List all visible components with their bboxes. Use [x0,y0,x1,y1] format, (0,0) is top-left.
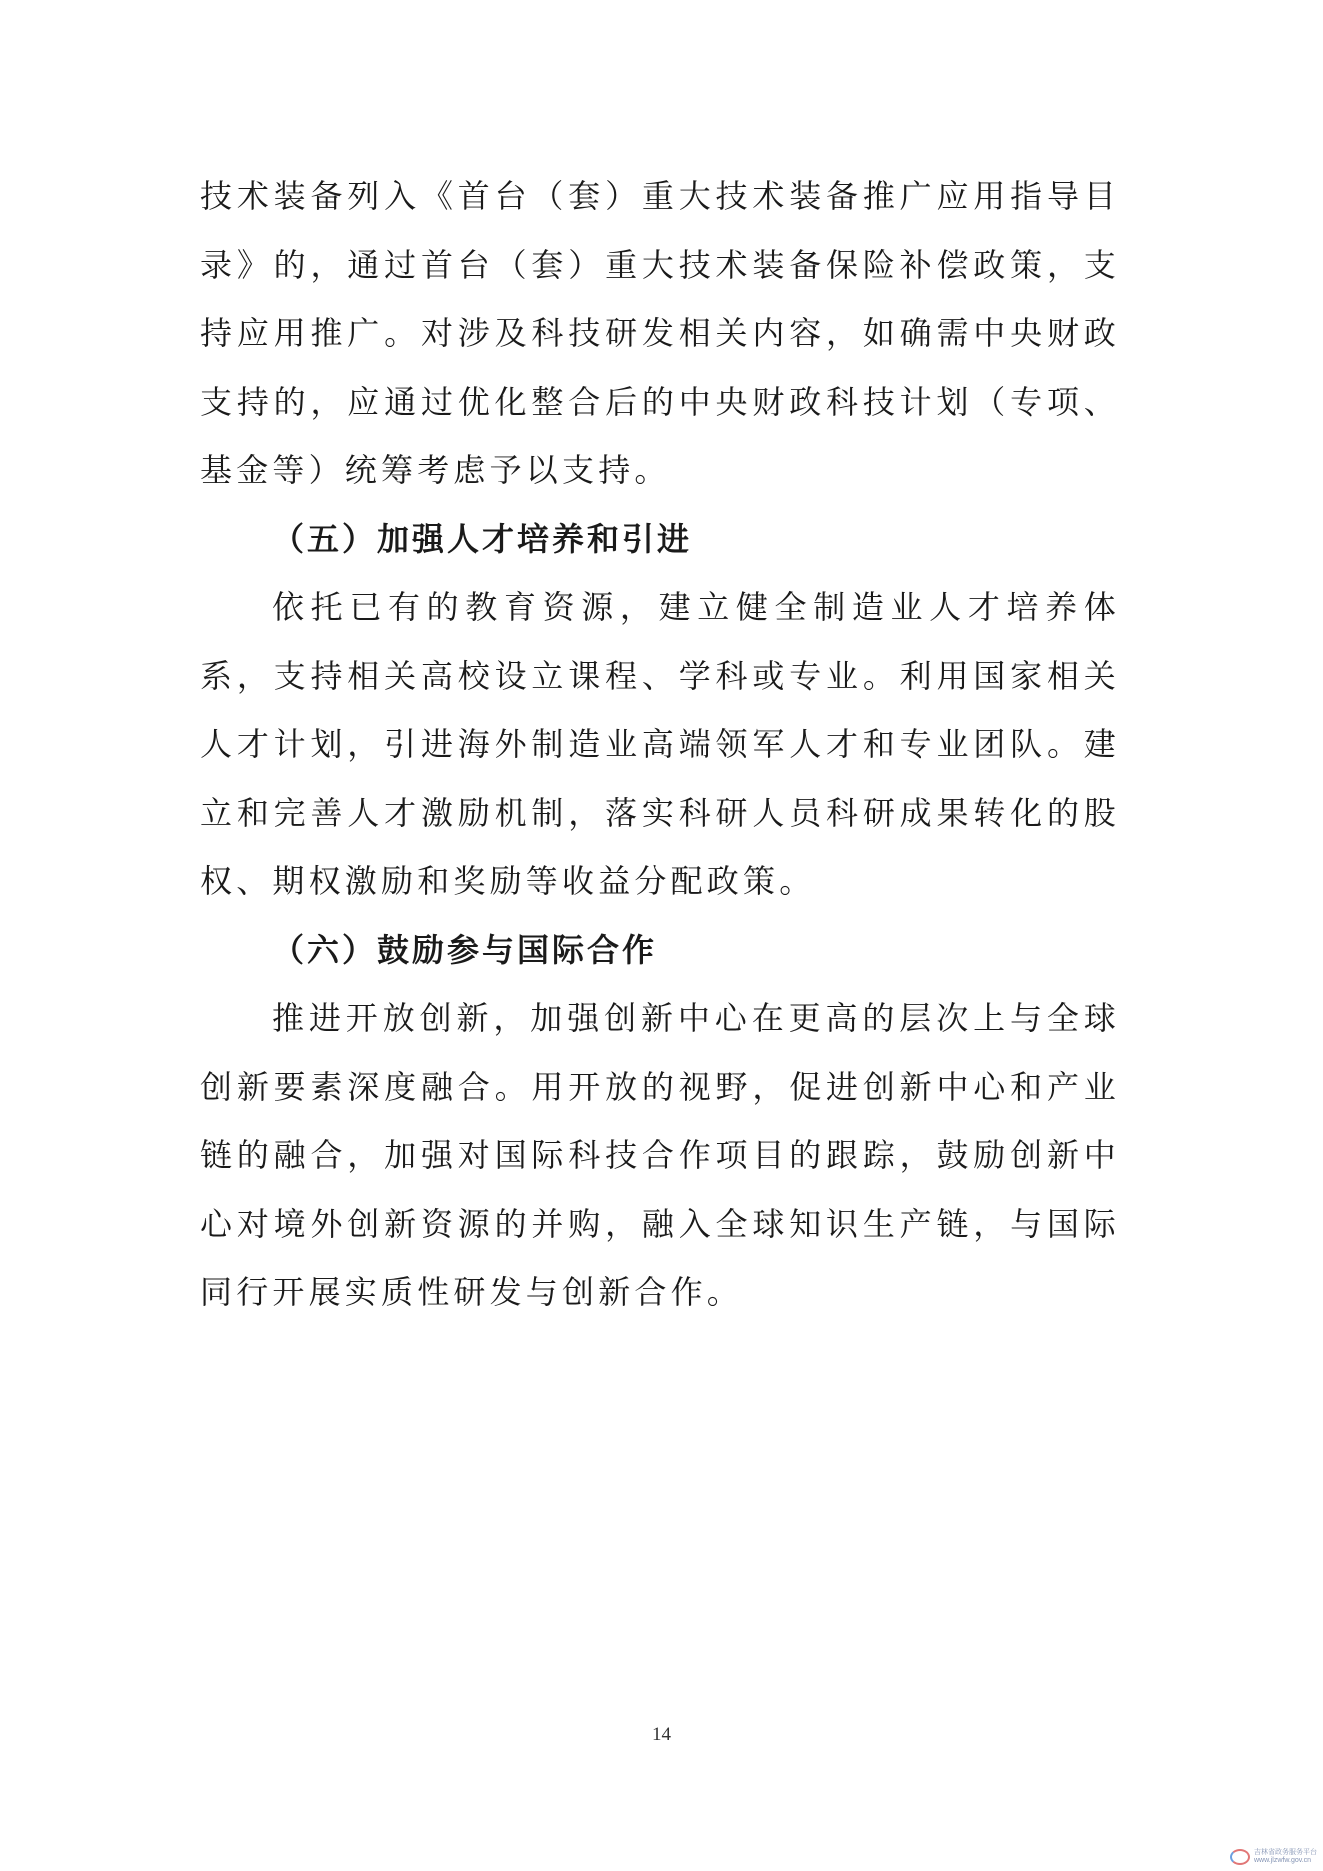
section-heading-talent: （五）加强人才培养和引进 [272,519,693,558]
document-body [200,162,1120,1327]
watermark-text [1254,1849,1317,1865]
watermark-logo-icon [1230,1849,1250,1865]
paragraph-talent: 依托已有的教育资源，建立健全制造业人才培养体系，支持相关高校设立课程、学科或专业。利用国家相关人才计划，引进海外制造业高端领军人才和专业团队。建立和完善人才激励机制，落实科研人员科研成果转化的股权、期权激励和奖励等收益分配政策。 [200,588,1120,900]
paragraph-continuation: 技术装备列入《首台（套）重大技术装备推广应用指导目录》的，通过首台（套）重大技术装备保险补偿政策，支持应用推广。对涉及科技研发相关内容，如确需中央财政支持的，应通过优化整合后的中央财政科技计划（专项、基金等）统筹考虑予以支持。 [200,177,1120,489]
site-watermark [1230,1849,1317,1865]
section-heading-international: （六）鼓励参与国际合作 [272,930,658,969]
page-number: 14 [652,1724,671,1745]
watermark-name: 吉林省政务服务平台 [1254,1849,1317,1856]
watermark-url: www.jlzwfw.gov.cn [1254,1857,1312,1864]
paragraph-international: 推进开放创新，加强创新中心在更高的层次上与全球创新要素深度融合。用开放的视野，促进创新中心和产业链的融合，加强对国际科技合作项目的跟踪，鼓励创新中心对境外创新资源的并购，融入全球知识生产链，与国际同行开展实质性研发与创新合作。 [200,999,1120,1311]
